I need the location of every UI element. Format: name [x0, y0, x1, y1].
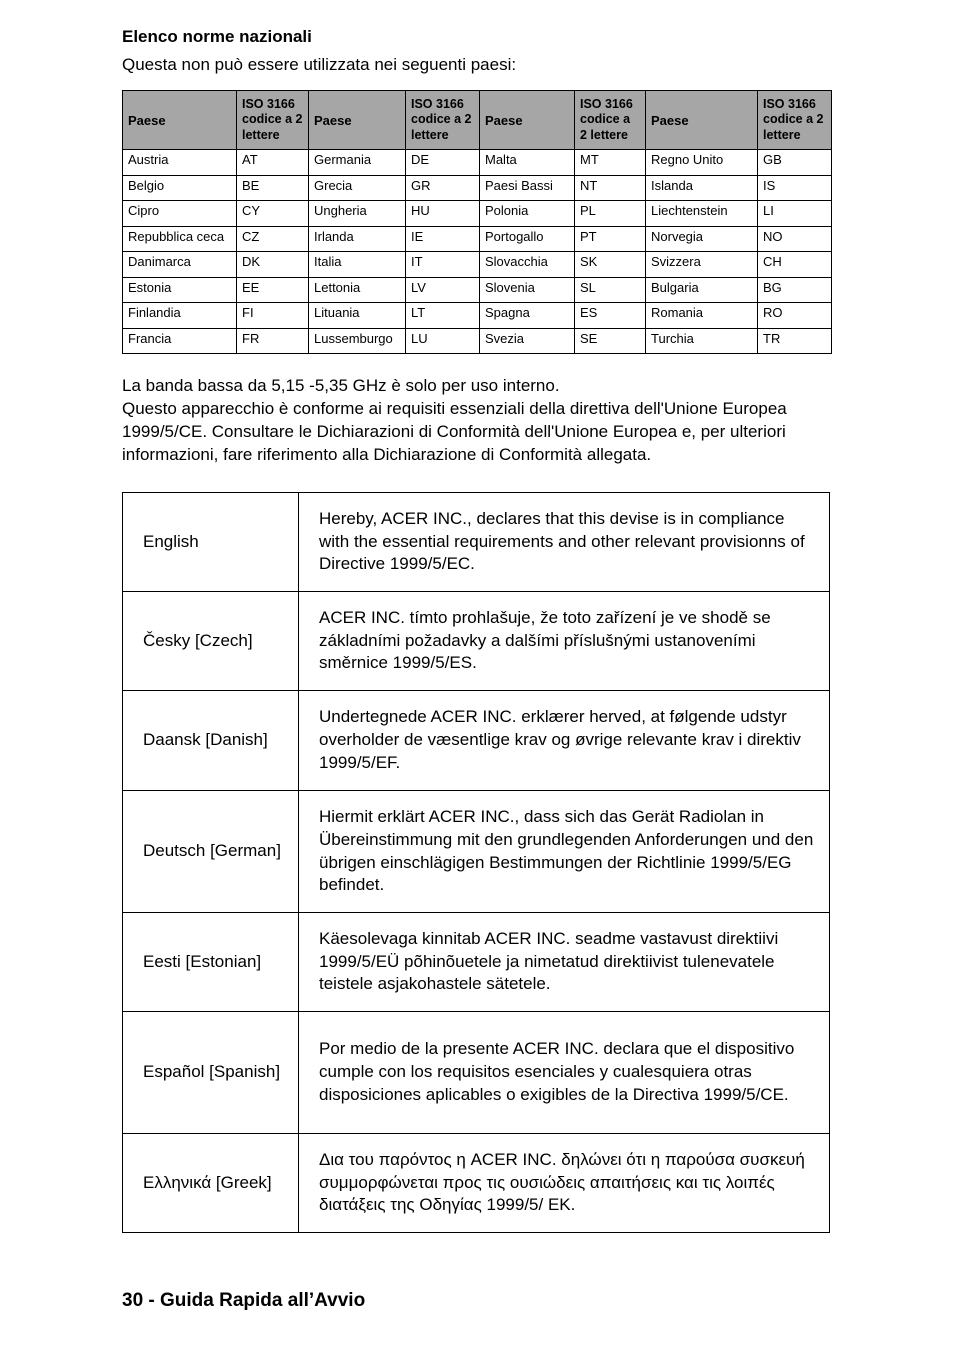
country-name-cell: Italia	[309, 252, 406, 278]
iso-code-cell: NO	[758, 226, 832, 252]
table-row	[123, 150, 832, 176]
country-name-cell: Islanda	[646, 175, 758, 201]
column-header: Paese	[309, 91, 406, 150]
iso-code-cell: IS	[758, 175, 832, 201]
iso-code-cell: BG	[758, 277, 832, 303]
column-header: ISO 3166 codice a 2 lettere	[575, 91, 646, 150]
country-name-cell: Turchia	[646, 328, 758, 354]
iso-code-cell: LV	[406, 277, 480, 303]
country-name-cell: Belgio	[123, 175, 237, 201]
column-header: Paese	[646, 91, 758, 150]
table-header-row	[123, 91, 832, 150]
iso-code-cell: MT	[575, 150, 646, 176]
country-name-cell: Slovacchia	[480, 252, 575, 278]
country-name-cell: Irlanda	[309, 226, 406, 252]
declaration-language: Eesti [Estonian]	[123, 913, 299, 1012]
table-row	[123, 175, 832, 201]
iso-code-cell: FR	[237, 328, 309, 354]
table-row	[123, 328, 832, 354]
iso-code-cell: RO	[758, 303, 832, 329]
country-name-cell: Regno Unito	[646, 150, 758, 176]
table-row	[123, 252, 832, 278]
country-name-cell: Svizzera	[646, 252, 758, 278]
declaration-language: English	[123, 493, 299, 592]
iso-code-cell: HU	[406, 201, 480, 227]
column-header: ISO 3166 codice a 2 lettere	[406, 91, 480, 150]
iso-code-cell: LT	[406, 303, 480, 329]
declaration-text: Hereby, ACER INC., declares that this devise is in compliance with the essential requirements and other relevant provisionns of Directive 1999/5/EC.	[299, 493, 830, 592]
country-name-cell: Francia	[123, 328, 237, 354]
country-name-cell: Malta	[480, 150, 575, 176]
iso-code-cell: BE	[237, 175, 309, 201]
compliance-note: Questo apparecchio è conforme ai requisiti essenziali della direttiva dell'Unione Europea 1999/5/CE. Consultare le Dichiarazioni di Conformità dell'Unione Europea e, per ulteriori informazioni, fare riferimento alla Dichiarazione di Conformità allegata.	[122, 399, 787, 464]
iso-code-cell: IE	[406, 226, 480, 252]
country-name-cell: Germania	[309, 150, 406, 176]
iso-code-cell: TR	[758, 328, 832, 354]
declaration-language: Daansk [Danish]	[123, 691, 299, 791]
iso-code-cell: AT	[237, 150, 309, 176]
country-name-cell: Bulgaria	[646, 277, 758, 303]
country-name-cell: Portogallo	[480, 226, 575, 252]
table-row	[123, 303, 832, 329]
column-header: Paese	[123, 91, 237, 150]
iso-code-cell: NT	[575, 175, 646, 201]
iso-code-cell: ES	[575, 303, 646, 329]
iso-code-cell: CY	[237, 201, 309, 227]
regulatory-notes	[122, 374, 837, 466]
declaration-text: Hiermit erklärt ACER INC., dass sich das Gerät Radiolan in Übereinstimmung mit den grundlegenden Anforderungen und den übrigen einschlägigen Bestimmungen der Richtlinie 1999/5/EG befindet.	[299, 791, 830, 913]
country-name-cell: Ungheria	[309, 201, 406, 227]
table-row	[123, 226, 832, 252]
declaration-text: Käesolevaga kinnitab ACER INC. seadme vastavust direktiivi 1999/5/EÜ põhinõuetele ja nimetatud direktiivist tulenevatele teistele asjakohastele sätetele.	[299, 913, 830, 1012]
country-name-cell: Lettonia	[309, 277, 406, 303]
iso-code-cell: CZ	[237, 226, 309, 252]
declarations-table	[122, 492, 830, 1233]
iso-code-cell: CH	[758, 252, 832, 278]
declaration-row	[123, 913, 830, 1012]
iso-code-cell: DK	[237, 252, 309, 278]
declaration-text: Por medio de la presente ACER INC. declara que el dispositivo cumple con los requisitos esenciales y cualesquiera otras disposiciones aplicables o exigibles de la Directiva 1999/5/CE.	[299, 1012, 830, 1134]
column-header: ISO 3166 codice a 2 lettere	[758, 91, 832, 150]
iso-code-cell: SE	[575, 328, 646, 354]
declaration-row	[123, 791, 830, 913]
declaration-language: Česky [Czech]	[123, 592, 299, 691]
iso-code-cell: DE	[406, 150, 480, 176]
section-heading: Elenco norme nazionali	[122, 27, 312, 46]
country-name-cell: Cipro	[123, 201, 237, 227]
country-name-cell: Polonia	[480, 201, 575, 227]
declaration-text: Undertegnede ACER INC. erklærer herved, at følgende udstyr overholder de væsentlige krav og øvrige relevante krav i direktiv 1999/5/EF.	[299, 691, 830, 791]
iso-code-cell: IT	[406, 252, 480, 278]
declaration-language: Español [Spanish]	[123, 1012, 299, 1134]
iso-code-cell: SL	[575, 277, 646, 303]
iso-code-cell: FI	[237, 303, 309, 329]
country-name-cell: Paesi Bassi	[480, 175, 575, 201]
iso-code-cell: LI	[758, 201, 832, 227]
declaration-row	[123, 493, 830, 592]
intro-text: Questa non può essere utilizzata nei seguenti paesi:	[122, 55, 517, 74]
declaration-row	[123, 592, 830, 691]
band-note: La banda bassa da 5,15 -5,35 GHz è solo per uso interno.	[122, 376, 560, 395]
country-name-cell: Svezia	[480, 328, 575, 354]
iso-code-cell: PT	[575, 226, 646, 252]
country-name-cell: Estonia	[123, 277, 237, 303]
iso-code-cell: GB	[758, 150, 832, 176]
country-name-cell: Lussemburgo	[309, 328, 406, 354]
table-row	[123, 201, 832, 227]
iso-code-cell: SK	[575, 252, 646, 278]
declaration-language: Ελληνικά [Greek]	[123, 1134, 299, 1233]
country-name-cell: Repubblica ceca	[123, 226, 237, 252]
column-header: Paese	[480, 91, 575, 150]
country-restrictions-table	[122, 90, 832, 354]
declaration-row	[123, 691, 830, 791]
column-header: ISO 3166 codice a 2 lettere	[237, 91, 309, 150]
page-footer: 30 - Guida Rapida all’Avvio	[122, 1290, 366, 1311]
declaration-text: ACER INC. tímto prohlašuje, že toto zařízení je ve shodě se základními požadavky a dalšími příslušnými ustanoveními směrnice 1999/5/ES.	[299, 592, 830, 691]
declaration-row	[123, 1134, 830, 1233]
country-name-cell: Spagna	[480, 303, 575, 329]
table-row	[123, 277, 832, 303]
country-name-cell: Slovenia	[480, 277, 575, 303]
country-name-cell: Austria	[123, 150, 237, 176]
declaration-text: Δια του παρόντος η ACER INC. δηλώνει ότι η παρούσα συσκευή συμμορφώνεται προς τις ουσιώδεις απαιτήσεις και τις λοιπές διατάξεις της Οδηγίας 1999/5/ ΕΚ.	[299, 1134, 830, 1233]
country-name-cell: Liechtenstein	[646, 201, 758, 227]
country-name-cell: Danimarca	[123, 252, 237, 278]
declaration-language: Deutsch [German]	[123, 791, 299, 913]
country-name-cell: Lituania	[309, 303, 406, 329]
iso-code-cell: PL	[575, 201, 646, 227]
country-name-cell: Grecia	[309, 175, 406, 201]
country-name-cell: Romania	[646, 303, 758, 329]
iso-code-cell: EE	[237, 277, 309, 303]
iso-code-cell: GR	[406, 175, 480, 201]
country-name-cell: Norvegia	[646, 226, 758, 252]
iso-code-cell: LU	[406, 328, 480, 354]
country-name-cell: Finlandia	[123, 303, 237, 329]
declaration-row	[123, 1012, 830, 1134]
